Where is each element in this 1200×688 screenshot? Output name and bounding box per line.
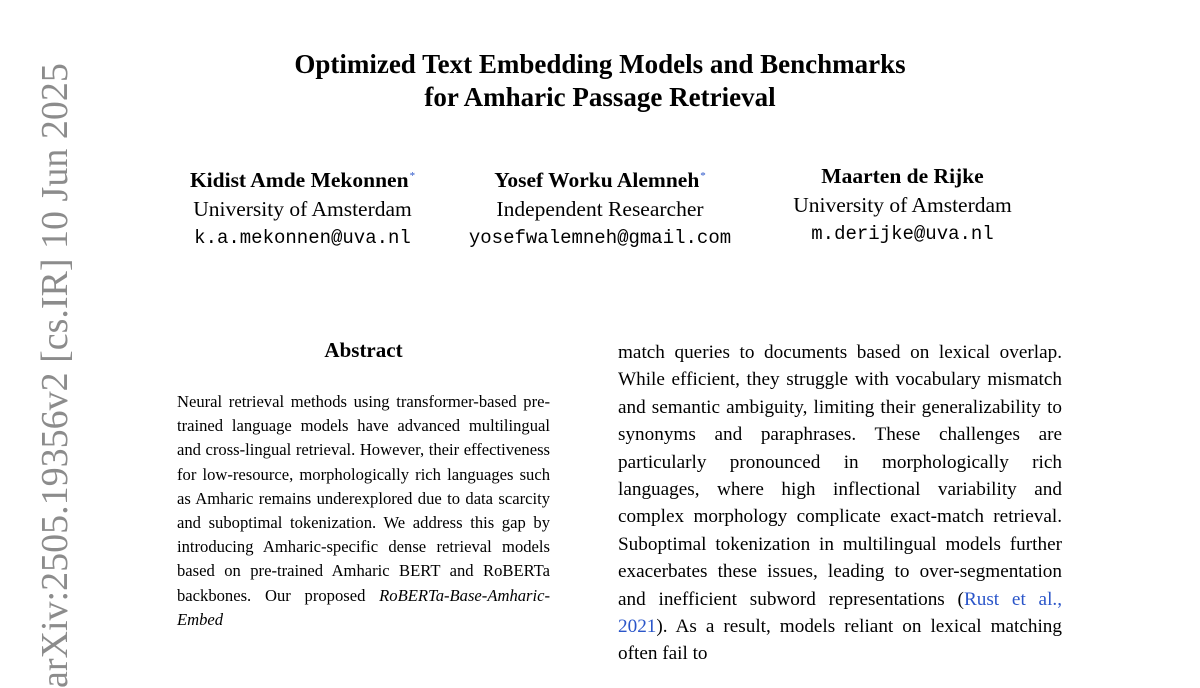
citation-link[interactable]: Rust et al., 2021 <box>618 588 1062 638</box>
author-email: yosefwalemneh@gmail.com <box>468 227 732 249</box>
author-block-2 <box>455 162 745 253</box>
author-name: Yosef Worku Alemneh* <box>494 168 706 192</box>
abstract-body <box>177 390 550 632</box>
arxiv-stamp-text: arXiv:2505.19356v2 [cs.IR] 10 Jun 2025 <box>34 63 76 688</box>
author-affiliation: University of Amsterdam <box>193 197 412 221</box>
intro-text-part-2: ). As a result, models reliant on lexical matching often fail to <box>618 616 1062 665</box>
author-affiliation: University of Amsterdam <box>793 193 1012 217</box>
equal-contribution-mark[interactable]: * <box>700 170 706 182</box>
author-name: Kidist Amde Mekonnen* <box>189 168 416 192</box>
paper-title <box>0 48 1200 114</box>
title-line-1: Optimized Text Embedding Models and Benchmarks <box>294 49 906 79</box>
author-block-3 <box>765 162 1040 249</box>
arxiv-stamp <box>30 63 80 688</box>
author-email: k.a.mekonnen@uva.nl <box>194 227 411 249</box>
intro-text-part-1: match queries to documents based on lexical overlap. While efficient, they struggle with vocabulary mismatch and semantic ambiguity, limiting their generalizability to synonyms and paraphrases. These challenges are particularly pronounced in morphologically rich languages, where high inflectional variability and complex morphology complicate exact-match retrieval. Suboptimal tokenization in multilingual models further exacerbates these issues, leading to over-segmentation and inefficient subword representations ( <box>618 342 1062 610</box>
author-block-1 <box>160 162 445 253</box>
author-name: Maarten de Rijke <box>821 164 984 188</box>
abstract-heading: Abstract <box>324 338 403 362</box>
abstract-text: Neural retrieval methods using transformer-based pre-trained language models have advanced multilingual and cross-lingual retrieval. However, their effectiveness for low-resource, morphologically rich languages such as Amharic remains underexplored due to data scarcity and suboptimal tokenization. We address this gap by introducing Amharic-specific dense retrieval models based on pre-trained Amharic BERT and RoBERTa backbones. Our proposed <box>177 392 550 605</box>
author-affiliation: Independent Researcher <box>496 197 704 221</box>
author-email: m.derijke@uva.nl <box>811 223 994 245</box>
equal-contribution-mark[interactable]: * <box>409 170 416 182</box>
model-name: RoBERTa-Base-Amharic-Embed <box>177 585 550 629</box>
introduction-text <box>618 339 1062 668</box>
title-line-2: for Amharic Passage Retrieval <box>424 82 776 112</box>
